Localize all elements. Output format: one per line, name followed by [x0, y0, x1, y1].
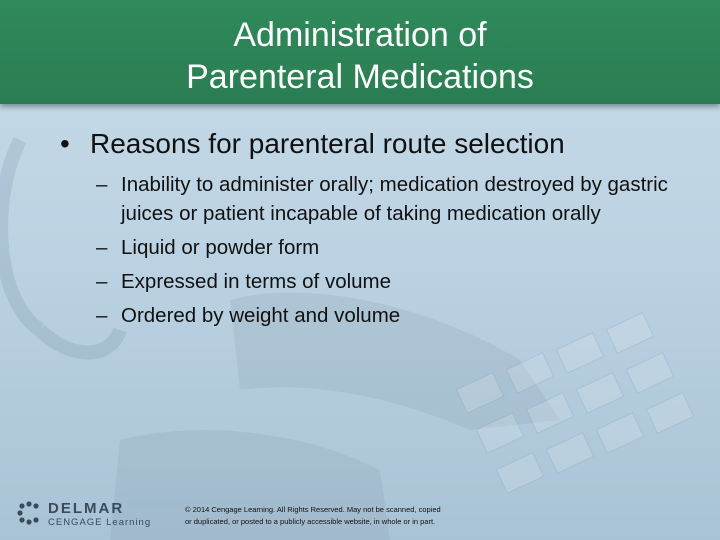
sub-bullet-text: Expressed in terms of volume — [121, 270, 392, 293]
slide-title — [0, 14, 720, 98]
dash-icon: – — [96, 173, 108, 196]
title-bar — [0, 0, 720, 104]
sub-bullet-text: Liquid or powder form — [121, 236, 320, 259]
copyright-line-1: © 2014 Cengage Learning. All Rights Reserved. May not be scanned, copied — [185, 505, 441, 514]
sub-bullet-text: Ordered by weight and volume — [121, 304, 401, 327]
copyright-line-2: or duplicated, or posted to a publicly accessible website, in whole or in part. — [185, 517, 436, 526]
logo-sub: CENGAGE Learning — [48, 517, 152, 528]
copyright-notice — [185, 504, 515, 528]
logo-mark-icon — [16, 500, 42, 526]
dash-icon: – — [96, 304, 108, 327]
sub-bullet-list — [96, 170, 676, 335]
bullet-dot-icon: • — [60, 128, 70, 159]
dash-icon: – — [96, 236, 108, 259]
sub-bullet-item — [96, 267, 676, 296]
logo-brand: DELMAR — [48, 500, 125, 517]
sub-bullet-text: Inability to administer orally; medication destroyed by gastric juices or patient incapable of taking medication orally — [121, 173, 668, 225]
title-line-2: Parenteral Medications — [186, 58, 534, 96]
delmar-cengage-logo — [16, 498, 156, 532]
title-line-1: Administration of — [233, 16, 487, 54]
sub-bullet-item — [96, 233, 676, 262]
dash-icon: – — [96, 270, 108, 293]
sub-bullet-item — [96, 301, 676, 330]
main-bullet-text: Reasons for parenteral route selection — [90, 128, 565, 159]
sub-bullet-item — [96, 170, 676, 228]
